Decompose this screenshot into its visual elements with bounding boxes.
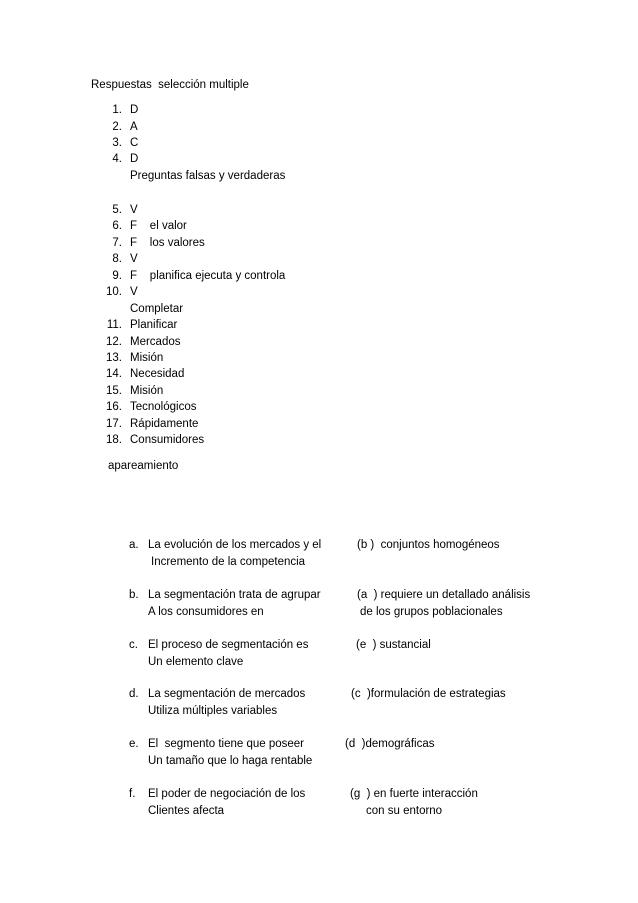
- tf-heading: Preguntas falsas y verdaderas: [130, 170, 286, 182]
- item-answer: F el valor: [130, 220, 187, 232]
- match-letter: b.: [129, 589, 139, 601]
- match-question-cont: Utiliza múltiples variables: [148, 705, 278, 717]
- item-number: 9.: [112, 270, 122, 282]
- match-answer: (g ) en fuerte interacción: [350, 788, 478, 800]
- item-answer: F los valores: [130, 237, 205, 249]
- match-letter: a.: [129, 539, 139, 551]
- match-question: La segmentación de mercados: [148, 688, 306, 700]
- match-answer: (b ) conjuntos homogéneos: [357, 539, 500, 551]
- item-answer: Mercados: [130, 336, 181, 348]
- item-answer: D: [130, 153, 139, 165]
- item-number: 16.: [106, 401, 122, 413]
- item-number: 18.: [106, 434, 122, 446]
- item-number: 14.: [106, 368, 122, 380]
- match-question-cont: Un elemento clave: [148, 656, 244, 668]
- item-number: 15.: [106, 385, 122, 397]
- item-answer: D: [130, 104, 139, 116]
- item-answer: V: [130, 286, 138, 298]
- item-number: 7.: [112, 237, 122, 249]
- item-answer: Consumidores: [130, 434, 205, 446]
- item-number: 10.: [106, 286, 122, 298]
- match-question-cont: A los consumidores en: [148, 606, 264, 618]
- document-title: Respuestas selección multiple: [91, 79, 249, 91]
- match-letter: c.: [129, 639, 138, 651]
- item-number: 3.: [112, 137, 122, 149]
- match-question: El segmento tiene que poseer: [148, 738, 304, 750]
- item-number: 4.: [112, 153, 122, 165]
- item-answer: Misión: [130, 352, 164, 364]
- item-answer: V: [130, 204, 138, 216]
- fill-heading: Completar: [130, 303, 184, 315]
- item-number: 13.: [106, 352, 122, 364]
- item-number: 17.: [106, 418, 122, 430]
- item-answer: V: [130, 253, 138, 265]
- match-letter: d.: [129, 688, 139, 700]
- item-answer: Planificar: [130, 319, 178, 331]
- match-question: La evolución de los mercados y el: [148, 539, 322, 551]
- item-answer: Rápidamente: [130, 418, 199, 430]
- match-answer: (c )formulación de estrategias: [351, 688, 506, 700]
- item-answer: A: [130, 121, 138, 133]
- match-answer: (d )demográficas: [345, 738, 435, 750]
- item-number: 6.: [112, 220, 122, 232]
- item-number: 8.: [112, 253, 122, 265]
- item-number: 11.: [106, 319, 122, 331]
- item-answer: Misión: [130, 385, 164, 397]
- match-question-cont: Clientes afecta: [148, 805, 225, 817]
- item-answer: Necesidad: [130, 368, 185, 380]
- item-number: 2.: [112, 121, 122, 133]
- match-answer-cont: de los grupos poblacionales: [360, 606, 503, 618]
- match-question: La segmentación trata de agrupar: [148, 589, 321, 601]
- match-answer-cont: con su entorno: [366, 805, 443, 817]
- match-question-cont: Un tamaño que lo haga rentable: [148, 755, 313, 767]
- match-question-cont: Incremento de la competencia: [151, 556, 306, 568]
- item-number: 5.: [112, 204, 122, 216]
- item-number: 12.: [106, 336, 122, 348]
- match-answer: (e ) sustancial: [356, 639, 431, 651]
- item-answer: C: [130, 137, 139, 149]
- item-answer: F planifica ejecuta y controla: [130, 270, 286, 282]
- match-letter: e.: [129, 738, 139, 750]
- match-question: El poder de negociación de los: [148, 788, 306, 800]
- match-heading: apareamiento: [108, 460, 179, 472]
- item-answer: Tecnológicos: [130, 401, 197, 413]
- match-question: El proceso de segmentación es: [148, 639, 309, 651]
- match-letter: f.: [129, 788, 136, 800]
- match-answer: (a ) requiere un detallado análisis: [357, 589, 531, 601]
- item-number: 1.: [112, 104, 122, 116]
